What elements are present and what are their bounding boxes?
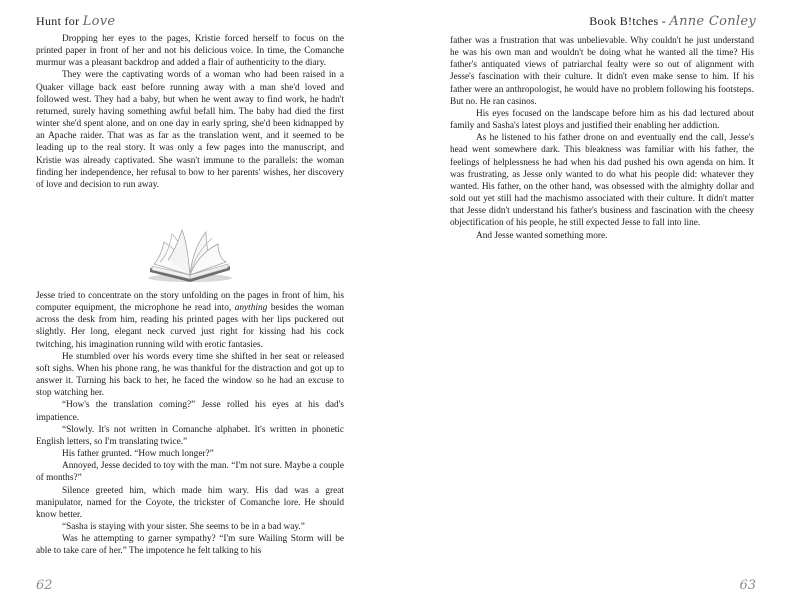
paragraph: They were the captivating words of a woman who had been raised in a Quaker village back east before running away with a man she'd loved and followed west. They had a baby, but when he went away to find work, he hadn't returned, surely having something awful befall him. The baby had died the first winter she'd spent alone, and on one day in early spring, she'd been kidnapped by an Apache raider. That was as far as the translation went, and it seemed to be leading up to the real story. It was only a few pages into the manuscript, and Kristie was already captivated. She wasn't immune to the parallels: the woman finding her independence, her refusal to bow to her parents' wishes, her discovery of love and decision to run away. — [36, 70, 344, 190]
paragraph: “Slowly. It's not written in Comanche alphabet. It's written in phonetic English letters, so I'm translating twice.” — [36, 424, 344, 447]
author-label: Book B!tches - — [589, 14, 670, 28]
paragraph: And Jesse wanted something more. — [476, 230, 608, 241]
paragraph: Annoyed, Jesse decided to toy with the man. “I'm not sure. Maybe a couple of months?” — [36, 461, 344, 484]
author-name-script: Anne Conley — [669, 14, 756, 29]
paragraph: “How's the translation coming?” Jesse rolled his eyes at his dad's impatience. — [36, 400, 344, 423]
open-book-icon — [146, 228, 234, 284]
paragraph: Dropping her eyes to the pages, Kristie forced herself to focus on the printed paper in front of her and not his delicious voice. In time, the Comanche murmur was a pleasant backdrop and added a flair of authenticity to the diary. — [36, 34, 344, 69]
paragraph: Was he attempting to garner sympathy? “I'm sure Wailing Storm will be able to take care of her.” The impotence he felt talking to his — [36, 534, 344, 557]
emphasis: anything — [234, 303, 268, 314]
paragraph: “Sasha is staying with your sister. She seems to be in a bad way.” — [62, 521, 305, 532]
right-running-header — [589, 14, 756, 29]
book-title: Hunt for — [36, 14, 80, 28]
page-number: 63 — [739, 578, 756, 593]
right-body-text — [450, 35, 754, 242]
paragraph — [36, 290, 344, 351]
paragraph: His father grunted. “How much longer?” — [62, 449, 214, 460]
text-run: besides the woman across the desk from him, reading his printed pages with her lips puckered out slightly. Her long, elegant neck curved just right for kissing had his cock twitching, his imagination running wild with erotic fantasies. — [36, 303, 344, 350]
left-top-text — [36, 33, 344, 191]
paragraph: As he listened to his father drone on and eventually end the call, Jesse's head went somewhere dark. This bleakness was familiar with his father, the feelings of helplessness he had when his dad pushed his own agenda on him. It was frustrating, as Jesse only wanted to do what his people did: whatever they wanted. His father, on the other hand, was obsessed with the almighty dollar and sold out yet still had the machismo associated with their culture. It didn't matter that Jesse didn't understand his father's business and fascination with the cheesy objectification of his people, he still expected Jesse to fall into line. — [450, 133, 754, 229]
text-run: Jesse tried to concentrate on the story unfolding on the pages in front of him, his computer equipment, the microphone he read into, — [36, 291, 344, 314]
right-page — [396, 0, 792, 612]
left-running-header — [36, 14, 115, 29]
paragraph: Silence greeted him, which made him wary. His dad was a great manipulator, named for the Coyote, the trickster of Comanche lore. He should know better. — [36, 485, 344, 520]
paragraph: His eyes focused on the landscape before him as his dad lectured about family and Sasha's latest ploys and justified their enabling her addiction. — [450, 108, 754, 132]
paragraph: father was a frustration that was unbelievable. Why couldn't he just understand he was his own man and wouldn't be doing what he wanted all the time? His father's antiquated views of patriarchal fealty were so out of alignment with Jesse's fascination with their culture. It didn't even make sense to him. If his father were an anthropologist, he would have no problem following his footsteps. But no. He ran casinos. — [450, 36, 754, 107]
book-title-script: Love — [82, 14, 116, 29]
page-number: 62 — [36, 578, 53, 593]
left-bottom-text — [36, 290, 344, 557]
paragraph: He stumbled over his words every time she shifted in her seat or released soft sighs. When his phone rang, he was thankful for the distraction and got up to answer it. Turning his back to her, he faced the window so he had an excuse to stop watching her. — [36, 351, 344, 399]
